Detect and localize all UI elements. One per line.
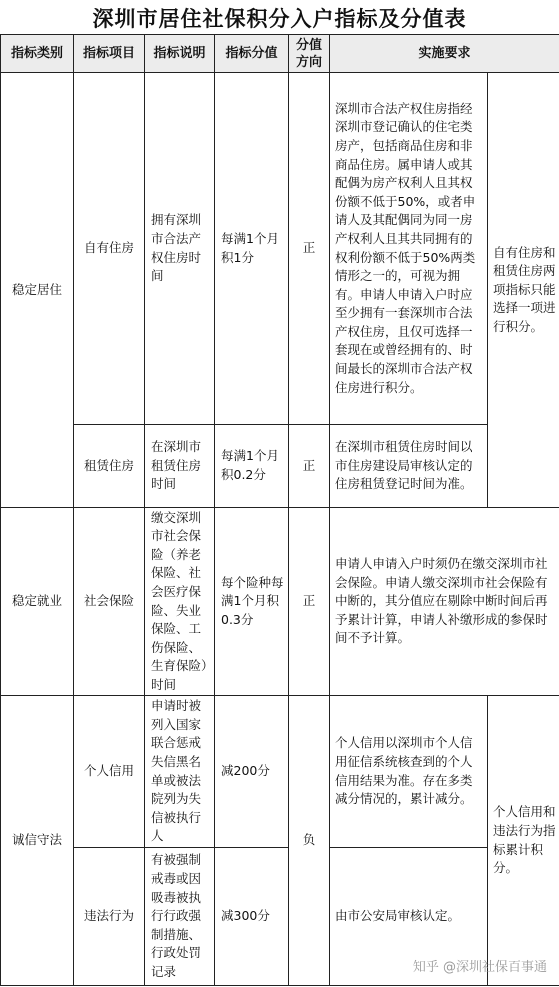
header-item: 指标项目	[74, 35, 145, 73]
requirement-personal-credit: 个人信用以深圳市个人信用征信系统核查到的个人信用结果为准。存在多类减分情况的，累计减分。	[330, 696, 488, 848]
direction-rent-house: 正	[289, 425, 330, 508]
note-housing: 自有住房和租赁住房两项指标只能选择一项进行积分。	[488, 73, 559, 508]
header-description: 指标说明	[145, 35, 215, 73]
description-personal-credit: 申请时被列入国家联合惩戒失信黑名单或被法院列为失信被执行人	[145, 696, 215, 848]
item-own-house: 自有住房	[74, 73, 145, 425]
table-row	[1, 73, 559, 425]
requirement-rent-house: 在深圳市租赁住房时间以市住房建设局审核认定的住房租赁登记时间为准。	[330, 425, 488, 508]
score-own-house: 每满1个月积1分	[215, 73, 289, 425]
header-requirement: 实施要求	[330, 35, 559, 73]
requirement-illegal: 由市公安局审核认定。	[330, 848, 488, 986]
description-own-house: 拥有深圳市合法产权住房时间	[145, 73, 215, 425]
score-illegal: 减300分	[215, 848, 289, 986]
description-illegal: 有被强制戒毒或因吸毒被执行行政强制措施、行政处罚记录	[145, 848, 215, 986]
description-rent-house: 在深圳市租赁住房时间	[145, 425, 215, 508]
direction-credit: 负	[289, 696, 330, 986]
score-social-insurance: 每个险种每满1个月积0.3分	[215, 508, 289, 696]
note-credit: 个人信用和违法行为指标累计积分。	[488, 696, 559, 986]
table-row	[1, 508, 559, 696]
watermark: 知乎 @深圳社保百事通	[412, 960, 547, 975]
header-row	[1, 35, 559, 73]
category-housing: 稳定居住	[1, 73, 74, 508]
direction-social-insurance: 正	[289, 508, 330, 696]
score-rent-house: 每满1个月积0.2分	[215, 425, 289, 508]
requirement-social-insurance: 申请人申请入户时须仍在缴交深圳市社会保险。申请人缴交深圳市社会保险有中断的，其分值应在剔除中断时间后再予累计计算，申请人补缴形成的参保时间不予计算。	[330, 508, 559, 696]
score-personal-credit: 减200分	[215, 696, 289, 848]
item-personal-credit: 个人信用	[74, 696, 145, 848]
category-credit: 诚信守法	[1, 696, 74, 986]
item-social-insurance: 社会保险	[74, 508, 145, 696]
requirement-own-house: 深圳市合法产权住房指经深圳市登记确认的住宅类房产，包括商品住房和非商品住房。属申请人或其配偶为房产权利人且其权份额不低于50%，或者申请人及其配偶同为同一房产权利人且其共同拥有的权利份额不低于50%两类情形之一的，可视为拥有。申请人申请入户时应至少拥有一套深圳市合法产权住房，且仅可选择一套现在或曾经拥有的、时间最长的深圳市合法产权住房进行积分。	[330, 73, 488, 425]
header-category: 指标类别	[1, 35, 74, 73]
description-social-insurance: 缴交深圳市社会保险（养老保险、社会医疗保险、失业保险、工伤保险、生育保险）时间	[145, 508, 215, 696]
item-rent-house: 租赁住房	[74, 425, 145, 508]
item-illegal: 违法行为	[74, 848, 145, 986]
header-direction: 分值方向	[289, 35, 330, 73]
direction-own-house: 正	[289, 73, 330, 425]
indicator-table	[0, 34, 559, 986]
table-row	[1, 425, 559, 508]
header-score: 指标分值	[215, 35, 289, 73]
category-employment: 稳定就业	[1, 508, 74, 696]
table-row	[1, 696, 559, 848]
page-title: 深圳市居住社保积分入户指标及分值表	[92, 6, 467, 31]
